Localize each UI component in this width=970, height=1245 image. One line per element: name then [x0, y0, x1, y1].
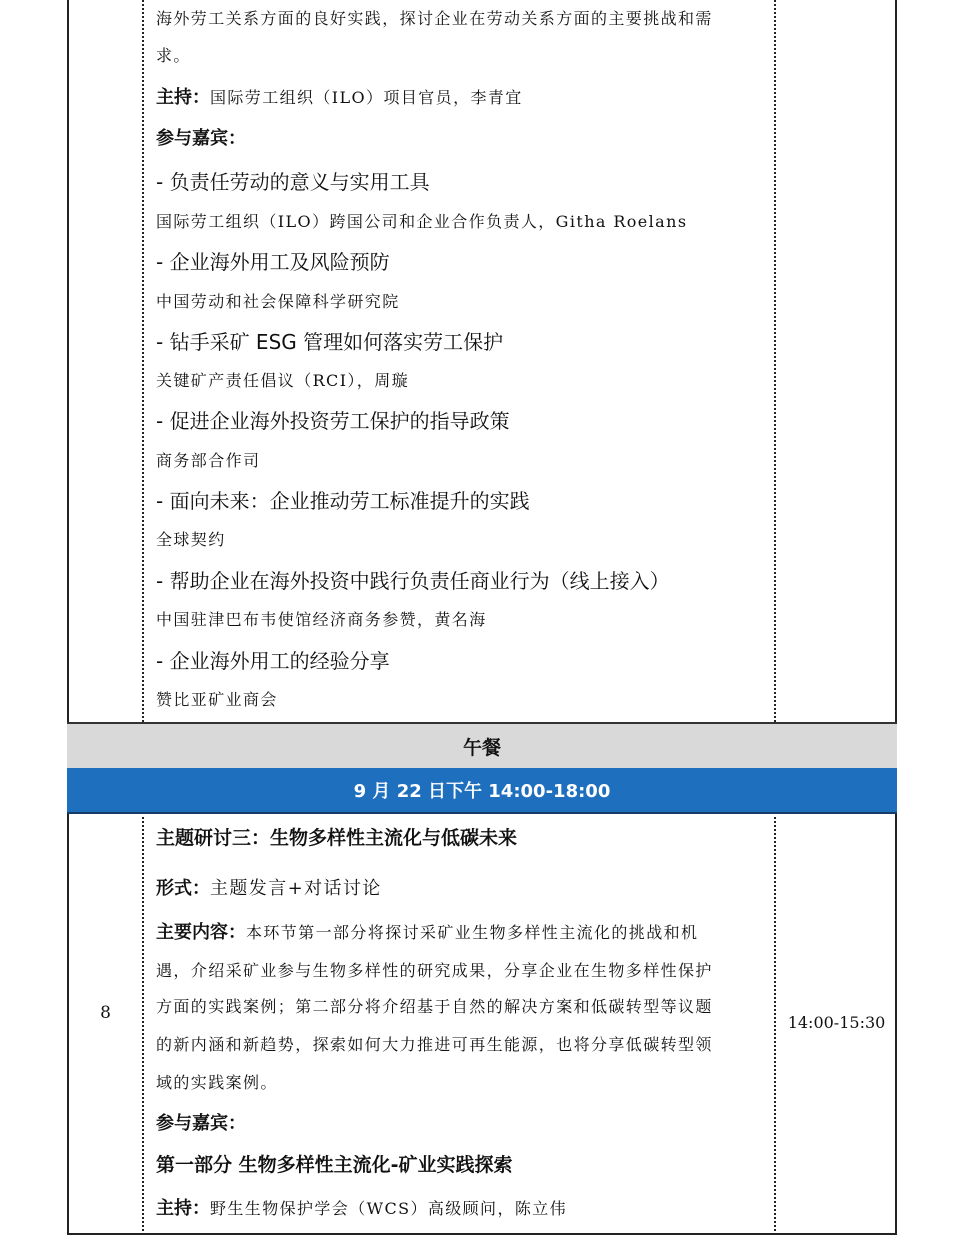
talk-title: - 促进企业海外投资劳工保护的指导政策 — [156, 409, 510, 433]
content-line: 的新内涵和新趋势，探索如何大力推进可再生能源，也将分享低碳转型领 — [156, 1035, 713, 1054]
session-number: 8 — [100, 1003, 111, 1023]
session-time: 14:00-15:30 — [787, 1013, 886, 1032]
content-text: 本环节第一部分将探讨采矿业生物多样性主流化的挑战和机 — [246, 923, 699, 942]
talk-title: - 面向未来：企业推动劳工标准提升的实践 — [156, 489, 530, 513]
intro-line: 求。 — [156, 46, 191, 65]
guests-label: 参与嘉宾： — [156, 128, 246, 149]
session-guests-label: 参与嘉宾： — [156, 1113, 246, 1134]
table-right-border — [895, 0, 897, 1235]
host-line — [156, 83, 523, 109]
format-line — [156, 874, 382, 900]
format-value: 主题发言+对话讨论 — [210, 878, 382, 899]
column-divider-1 — [142, 0, 144, 722]
session-host-value: 野生生物保护学会（WCS）高级顾问，陈立伟 — [210, 1199, 568, 1218]
talk-title: - 帮助企业在海外投资中践行负责任商业行为（线上接入） — [156, 569, 670, 593]
talk-speaker: 中国驻津巴布韦使馆经济商务参赞，黄名海 — [156, 610, 487, 629]
content-line: 遇，介绍采矿业参与生物多样性的研究成果，分享企业在生物多样性保护 — [156, 961, 713, 980]
talk-title: - 钻手采矿 ESG 管理如何落实劳工保护 — [156, 330, 504, 354]
talk-speaker: 赞比亚矿业商会 — [156, 690, 278, 709]
table-left-border — [67, 0, 69, 1235]
talk-title: - 企业海外用工的经验分享 — [156, 649, 390, 673]
host-value: 国际劳工组织（ILO）项目官员，李青宜 — [210, 88, 523, 107]
date-row: 9 月 22 日下午 14:00-18:00 — [67, 768, 897, 814]
talk-speaker: 中国劳动和社会保障科学研究院 — [156, 292, 400, 311]
content-line — [156, 918, 698, 944]
talk-title: - 企业海外用工及风险预防 — [156, 250, 390, 274]
column-divider-2 — [774, 0, 776, 722]
content-line: 方面的实践案例；第二部分将介绍基于自然的解决方案和低碳转型等议题 — [156, 997, 713, 1016]
session-host-line — [156, 1194, 567, 1220]
lunch-row: 午餐 — [67, 722, 897, 770]
format-label: 形式： — [156, 878, 210, 899]
intro-line: 海外劳工关系方面的良好实践，探讨企业在劳动关系方面的主要挑战和需 — [156, 9, 713, 28]
talk-speaker: 关键矿产责任倡议（RCI），周璇 — [156, 371, 410, 390]
session-host-label: 主持： — [156, 1198, 210, 1219]
talk-speaker: 国际劳工组织（ILO）跨国公司和企业合作负责人，Githa Roelans — [156, 212, 688, 231]
talk-speaker: 商务部合作司 — [156, 451, 261, 470]
table-bottom-border — [67, 1233, 897, 1235]
content-line: 域的实践案例。 — [156, 1073, 278, 1092]
content-label: 主要内容： — [156, 922, 246, 943]
column-divider-1b — [142, 812, 144, 1235]
talk-speaker: 全球契约 — [156, 530, 226, 549]
talk-title: - 负责任劳动的意义与实用工具 — [156, 170, 430, 194]
host-label: 主持： — [156, 87, 210, 108]
part1-title: 第一部分 生物多样性主流化-矿业实践探索 — [156, 1154, 513, 1176]
session-title: 主题研讨三：生物多样性主流化与低碳未来 — [156, 827, 518, 849]
